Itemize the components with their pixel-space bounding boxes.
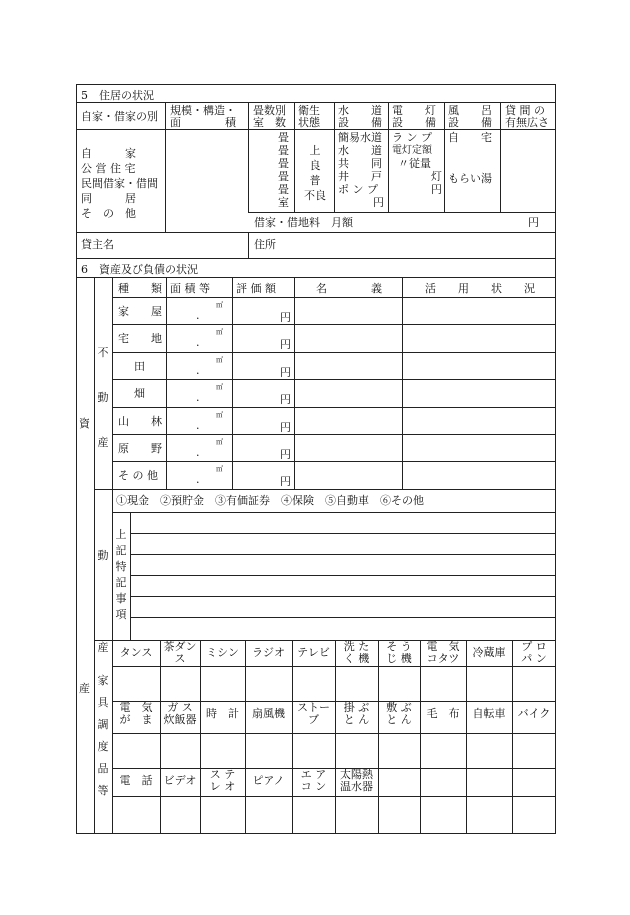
movables-label xyxy=(96,510,110,694)
water-yen: 円 xyxy=(373,196,384,209)
furniture-item: ミシン xyxy=(206,646,239,659)
unit-yen: 円 xyxy=(280,393,291,407)
water-option: 共 同 xyxy=(338,157,382,170)
rule xyxy=(112,461,556,462)
decimal-point: . xyxy=(196,363,200,377)
sanitation-list xyxy=(298,143,332,203)
rule xyxy=(112,512,556,513)
assets-label-2: 産 xyxy=(79,682,90,695)
asset-kind: 田 xyxy=(134,359,145,373)
furniture-char: 等 xyxy=(97,784,109,797)
rule xyxy=(200,640,201,834)
col-kind: 種 類 xyxy=(118,282,162,295)
header-bath-2: 設 備 xyxy=(448,116,492,129)
rule xyxy=(130,575,556,576)
real-estate-char: 動 xyxy=(97,391,109,404)
unit-sqm: ㎡ xyxy=(216,383,223,392)
decimal-point: . xyxy=(196,446,200,459)
rule xyxy=(166,277,167,489)
rent-label: 借家・借地料 月額 xyxy=(254,216,353,229)
address-label: 住所 xyxy=(254,238,276,251)
house-type-public: 公 営 住 宅 xyxy=(81,162,136,175)
rule xyxy=(76,129,556,130)
header-electric: 電 灯 xyxy=(392,104,436,117)
movables-char: 産 xyxy=(97,641,109,654)
furniture-item: テレビ xyxy=(297,646,330,659)
furniture-item: 茶ダン ス xyxy=(163,640,197,665)
furniture-item: 電 気 が ま xyxy=(119,701,153,726)
section5-title: 5 住居の状況 xyxy=(81,89,154,102)
special-notes-label xyxy=(114,527,128,623)
header-rental-2: 有無広さ xyxy=(505,116,549,129)
notes-char: 上 xyxy=(115,528,127,541)
furniture-item: 扇風機 xyxy=(252,707,285,720)
rule xyxy=(112,277,113,834)
furniture-char: 具 xyxy=(97,696,109,709)
real-estate-label xyxy=(96,330,110,465)
rule xyxy=(112,733,556,734)
rule xyxy=(112,768,556,769)
rooms-unit: 畳 xyxy=(278,183,289,196)
asset-kind: 畑 xyxy=(134,387,145,401)
rule xyxy=(130,533,556,534)
rule xyxy=(378,640,379,834)
rule xyxy=(112,796,556,797)
furniture-item: そ う じ 機 xyxy=(386,640,412,665)
furniture-label xyxy=(96,670,110,802)
unit-sqm: ㎡ xyxy=(216,328,223,337)
rule xyxy=(248,212,556,213)
furniture-item: 洗 た く 機 xyxy=(343,640,370,665)
header-sanitation: 衛生 xyxy=(298,104,320,117)
furniture-item: ピアノ xyxy=(252,774,285,787)
unit-sqm: ㎡ xyxy=(216,465,223,474)
rule xyxy=(112,324,556,325)
water-list xyxy=(338,131,384,209)
unit-yen: 円 xyxy=(280,311,291,324)
rule xyxy=(112,352,556,353)
house-type-cohabit: 同 居 xyxy=(81,192,136,205)
furniture-item: 敷 ぶ と ん xyxy=(386,701,412,726)
furniture-item: バイク xyxy=(517,707,551,720)
rule xyxy=(76,277,556,278)
rule xyxy=(292,640,293,834)
water-option: 水 道 xyxy=(338,144,382,157)
decimal-point: . xyxy=(196,418,200,432)
furniture-item: 電 気 コタツ xyxy=(426,640,460,665)
movables-char: 動 xyxy=(97,549,109,562)
bath-borrowed: もらい湯 xyxy=(448,172,492,185)
rooms-unit: 室 xyxy=(278,196,289,209)
furniture-item: ラジオ xyxy=(252,646,285,659)
rule xyxy=(165,102,166,232)
decimal-point: . xyxy=(196,473,200,487)
rule xyxy=(402,277,403,489)
rule xyxy=(130,617,556,618)
rule xyxy=(232,277,233,489)
rule xyxy=(76,102,556,103)
header-rental: 貸 間 の xyxy=(505,104,545,117)
header-bath: 風 呂 xyxy=(448,104,492,117)
rule xyxy=(94,277,95,834)
notes-char: 記 xyxy=(115,544,127,557)
notes-char: 記 xyxy=(115,576,127,589)
water-option: 井 戸 xyxy=(338,170,382,183)
electric-list xyxy=(392,131,442,196)
electric-yen: 円 xyxy=(431,183,442,196)
rule xyxy=(245,640,246,834)
decimal-point: . xyxy=(196,391,200,405)
unit-sqm: ㎡ xyxy=(216,410,223,419)
furniture-item: 冷蔵庫 xyxy=(472,646,506,659)
furniture-char: 度 xyxy=(97,740,109,753)
header-water: 水 道 xyxy=(338,104,382,117)
rule xyxy=(76,258,556,259)
rule xyxy=(466,640,467,834)
col-owner: 名 義 xyxy=(316,282,382,295)
col-value: 評 価 額 xyxy=(236,282,276,295)
asset-kind: 家 屋 xyxy=(118,305,162,318)
electric-option: 灯 xyxy=(431,170,442,183)
header-scale-2: 面 積 xyxy=(170,116,236,129)
landlord-label: 貸主名 xyxy=(81,238,114,251)
header-rooms: 畳数別 xyxy=(253,104,286,117)
rule xyxy=(500,102,501,212)
rule xyxy=(130,512,131,640)
sanitation-option: 不良 xyxy=(304,189,326,202)
electric-option: ラ ン プ xyxy=(392,131,432,144)
sanitation-option: 普 xyxy=(309,174,321,187)
unit-yen: 円 xyxy=(280,475,291,489)
header-water-2: 設 備 xyxy=(338,116,382,129)
col-usage: 活 用 状 況 xyxy=(425,282,535,295)
notes-char: 特 xyxy=(115,560,127,573)
rule xyxy=(94,489,556,490)
furniture-item: タンス xyxy=(119,646,153,659)
rule xyxy=(444,102,445,212)
asset-kind: 宅 地 xyxy=(118,332,162,346)
rule xyxy=(112,666,556,667)
sanitation-option: 良 xyxy=(309,159,321,172)
asset-kind: そ の 他 xyxy=(118,469,158,483)
col-area: 面 積 等 xyxy=(170,282,210,295)
rule xyxy=(420,640,421,834)
notes-char: 項 xyxy=(115,608,127,621)
furniture-item: エ ア コ ン xyxy=(300,768,327,793)
sanitation-option: 上 xyxy=(309,144,321,157)
asset-kind: 原 野 xyxy=(118,442,162,455)
furniture-item: 毛 布 xyxy=(426,707,460,720)
notes-char: 事 xyxy=(115,592,127,605)
rooms-unit: 畳 xyxy=(278,170,289,183)
furniture-char: 家 xyxy=(97,674,109,687)
furniture-char: 品 xyxy=(97,762,109,775)
rule xyxy=(112,379,556,380)
rule xyxy=(112,434,556,435)
electric-option: 電灯定額 xyxy=(392,145,432,156)
rule xyxy=(112,407,556,408)
furniture-item: 自転車 xyxy=(472,707,506,720)
house-type-list xyxy=(81,146,161,221)
furniture-item: ガ ス 炊飯器 xyxy=(163,701,197,726)
furniture-item: 電 話 xyxy=(119,774,153,787)
rule xyxy=(512,640,513,834)
furniture-item: ス テ レ オ xyxy=(209,768,236,793)
asset-kind: 山 林 xyxy=(118,414,162,428)
electric-option: 〃従量 xyxy=(398,157,431,170)
furniture-item: 掛 ぶ と ん xyxy=(343,701,370,726)
movables-list: ①現金 ②預貯金 ③有価証券 ④保険 ⑤自動車 ⑥その他 xyxy=(116,494,424,507)
rule xyxy=(335,640,336,834)
furniture-item: ビデオ xyxy=(163,774,197,787)
rent-yen: 円 xyxy=(528,216,539,229)
unit-yen: 円 xyxy=(280,420,291,434)
unit-yen: 円 xyxy=(280,338,291,352)
house-type-private: 民間借家・借間 xyxy=(81,177,158,190)
decimal-point: . xyxy=(196,309,200,322)
furniture-item: 時 計 xyxy=(206,707,239,720)
rule xyxy=(112,297,556,298)
section6-title: 6 資産及び負債の状況 xyxy=(81,263,198,276)
assets-label-1: 資 xyxy=(79,417,90,430)
rule xyxy=(248,232,249,258)
rule xyxy=(388,102,389,212)
house-type-other: そ の 他 xyxy=(81,207,136,220)
rooms-list xyxy=(278,131,289,209)
water-option: ポ ン プ xyxy=(338,183,378,196)
furniture-item: プ ロ パ ン xyxy=(521,640,547,665)
rule xyxy=(294,102,295,212)
house-type-own: 自 家 xyxy=(81,147,136,160)
unit-yen: 円 xyxy=(280,448,291,461)
furniture-item: 太陽熱 温水器 xyxy=(340,768,373,793)
rule xyxy=(76,232,556,233)
furniture-char: 調 xyxy=(97,718,109,731)
unit-sqm: ㎡ xyxy=(216,355,223,364)
real-estate-char: 不 xyxy=(97,346,109,359)
bath-own: 自 宅 xyxy=(448,131,492,144)
rooms-unit: 畳 xyxy=(278,144,289,157)
rule xyxy=(248,102,249,212)
header-house-type: 自家・借家の別 xyxy=(81,110,158,123)
rule xyxy=(130,554,556,555)
unit-sqm: ㎡ xyxy=(216,438,223,446)
unit-sqm: ㎡ xyxy=(216,301,223,309)
header-electric-2: 設 備 xyxy=(392,116,436,129)
rule xyxy=(130,596,556,597)
decimal-point: . xyxy=(196,336,200,350)
rule xyxy=(334,102,335,212)
rooms-unit: 畳 xyxy=(278,157,289,170)
rooms-unit: 畳 xyxy=(278,131,289,144)
header-rooms-2: 室 数 xyxy=(253,116,286,129)
unit-yen: 円 xyxy=(280,365,291,379)
real-estate-char: 産 xyxy=(97,436,109,449)
furniture-item: ストー ブ xyxy=(297,701,330,726)
rule xyxy=(160,640,161,834)
header-sanitation-2: 状態 xyxy=(298,116,320,129)
header-scale: 規模・構造・ xyxy=(170,104,236,117)
water-option: 簡易水道 xyxy=(338,131,382,144)
rule xyxy=(294,277,295,489)
